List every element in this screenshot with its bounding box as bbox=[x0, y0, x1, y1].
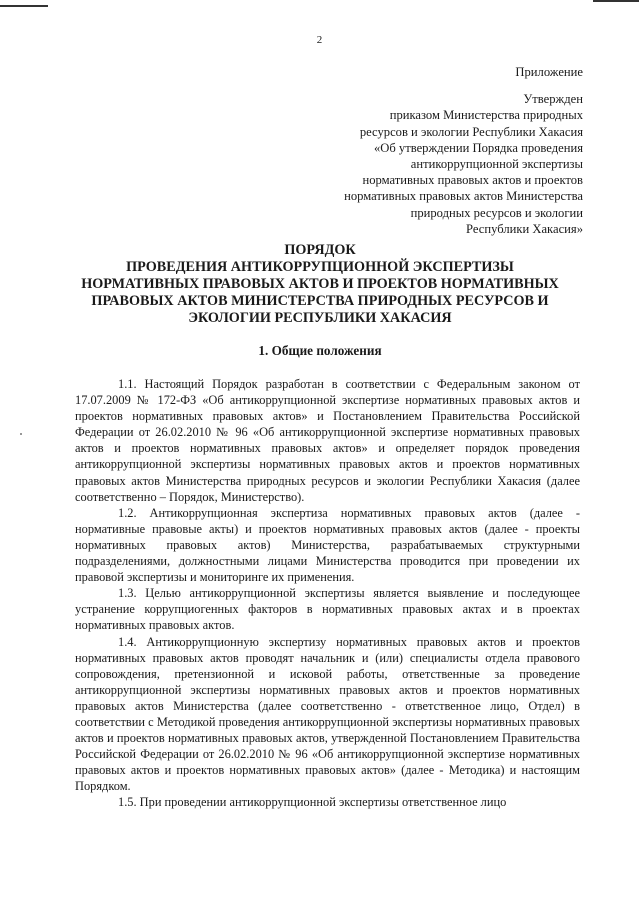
approval-line: Утвержден bbox=[523, 92, 583, 107]
approval-line: антикоррупционной экспертизы bbox=[410, 157, 583, 172]
scan-edge-mark-left bbox=[0, 5, 48, 7]
title-line: ЭКОЛОГИИ РЕСПУБЛИКИ ХАКАСИЯ bbox=[188, 310, 452, 326]
approval-line: природных ресурсов и экологии bbox=[410, 205, 583, 220]
title-line: ПРОВЕДЕНИЯ АНТИКОРРУПЦИОННОЙ ЭКСПЕРТИЗЫ bbox=[126, 259, 514, 275]
page-number: 2 bbox=[316, 34, 323, 46]
approval-line: «Об утверждении Порядка проведения bbox=[373, 140, 583, 155]
scan-speck bbox=[20, 433, 22, 435]
approval-line: нормативных правовых актов и проектов bbox=[362, 173, 583, 188]
approval-line: нормативных правовых актов Министерства bbox=[344, 189, 583, 204]
title-line: ПОРЯДОК bbox=[284, 242, 356, 258]
paragraph-1-4: 1.4. Антикоррупционную экспертизу нормативных правовых актов и проектов нормативных правовых актов проводят начальник и (или) специалисты отдела правового сопровождения, претензионной и исковой работы, ответственные за проведение антикоррупционной экспертизы нормативных правовых актов и проектов нормативных правовых актов Министерства (далее соответственно - ответственное лицо, Отдел) в соответствии с Методикой проведения антикоррупционной экспертизы нормативных правовых актов и проектов нормативных правовых актов, утвержденной Постановлением Правительства Российской Федерации от 26.02.2010 № 96 «Об антикоррупционной экспертизе нормативных правовых актов и проектов нормативных правовых актов» (далее - Методика) и настоящим Порядком. bbox=[75, 634, 580, 794]
appendix-label: Приложение bbox=[515, 65, 583, 79]
approval-line: Республики Хакасия» bbox=[466, 221, 583, 236]
document-body bbox=[75, 376, 580, 811]
approval-line: ресурсов и экологии Республики Хакасия bbox=[359, 124, 583, 139]
paragraph-1-5: 1.5. При проведении антикоррупционной экспертизы ответственное лицо bbox=[118, 795, 507, 810]
title-line: ПРАВОВЫХ АКТОВ МИНИСТЕРСТВА ПРИРОДНЫХ РЕСУРСОВ И bbox=[91, 293, 549, 309]
document-title bbox=[62, 242, 578, 327]
scan-edge-mark-right bbox=[593, 0, 639, 2]
paragraph-1-2: 1.2. Антикоррупционная экспертиза нормативных правовых актов (далее - нормативные правовые акты) и проектов нормативных правовых актов (далее - проекты нормативных правовых актов) Министерства, разрабатываемых структурными подразделениями, должностными лицами Министерства проводится при проведении их правовой экспертизы и мониторинге их применения. bbox=[75, 505, 580, 585]
paragraph-1-1: 1.1. Настоящий Порядок разработан в соответствии с Федеральным законом от 17.07.2009 № 172-ФЗ «Об антикоррупционной экспертизе нормативных правовых актов и проектов нормативных правовых актов» и Постановлением Правительства Российской Федерации от 26.02.2010 № 96 «Об антикоррупционной экспертизе нормативных правовых актов и проектов нормативных правовых актов» и определяет порядок проведения антикоррупционной экспертизы нормативных правовых актов и проектов нормативных правовых актов Министерства природных ресурсов и экологии Республики Хакасия (далее соответственно – Порядок, Министерство). bbox=[75, 377, 580, 504]
title-line: НОРМАТИВНЫХ ПРАВОВЫХ АКТОВ И ПРОЕКТОВ НОРМАТИВНЫХ bbox=[81, 276, 559, 292]
approval-block bbox=[283, 64, 583, 237]
section-heading: 1. Общие положения bbox=[258, 343, 382, 358]
approval-line: приказом Министерства природных bbox=[389, 108, 583, 123]
paragraph-1-3: 1.3. Целью антикоррупционной экспертизы является выявление и последующее устранение коррупциогенных факторов в нормативных правовых актах и в проектах нормативных правовых актов. bbox=[75, 586, 580, 633]
